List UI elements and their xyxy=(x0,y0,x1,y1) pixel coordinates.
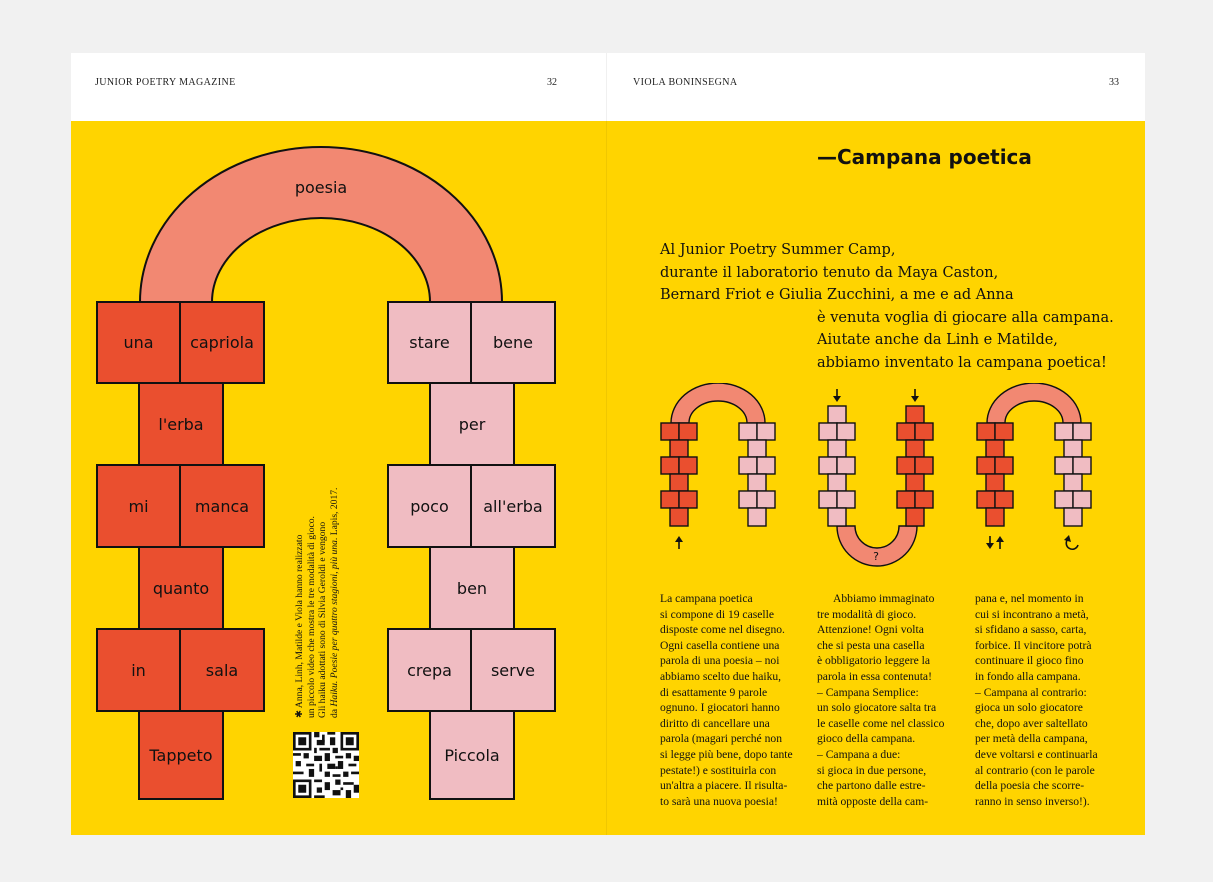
column-line: che si pesta una casella xyxy=(817,638,925,652)
column-line: si gioca in due persone, xyxy=(817,763,927,777)
diagram-two-players xyxy=(819,389,933,566)
header-band xyxy=(607,53,1145,121)
side-note-line2: un piccolo video che mostra le tre modalità di gioco. xyxy=(305,516,317,718)
article-title: —Campana poetica xyxy=(817,145,1032,169)
column-line: un solo giocatore salta tra xyxy=(817,701,937,715)
page-number: 33 xyxy=(1109,77,1119,88)
column-line: in fondo alla campana. xyxy=(975,669,1081,683)
column-line: La campana poetica xyxy=(660,592,753,605)
column-line: parola di una poesia – noi xyxy=(660,654,780,668)
column-line: Attenzione! Ogni volta xyxy=(817,623,924,637)
cell-right-r6: Piccola xyxy=(429,710,515,800)
cell-right-r5a: crepa xyxy=(387,628,472,712)
side-note xyxy=(294,487,340,718)
column-line: che, dopo aver saltellato xyxy=(975,716,1088,730)
cell-left-r3a: mi xyxy=(96,464,181,548)
column-line: diritto di cancellare una xyxy=(660,716,770,730)
column-line: si sfidano a sasso, carta, xyxy=(975,623,1087,637)
column-line: continuare il gioco fino xyxy=(975,654,1084,668)
text-column-3 xyxy=(975,591,1123,809)
column-line: pana e, nel momento in xyxy=(975,592,1084,605)
cell-right-r3a: poco xyxy=(387,464,472,548)
intro-line: abbiamo inventato la campana poetica! xyxy=(817,354,1107,371)
column-line: che partono dalle estre- xyxy=(817,779,926,793)
column-line: deve voltarsi e continuarla xyxy=(975,747,1098,761)
right-page xyxy=(607,53,1145,835)
column-line: le caselle come nel classico xyxy=(817,716,945,730)
cell-left-r2: l'erba xyxy=(138,382,224,466)
cell-left-r1a: una xyxy=(96,301,181,384)
intro-line: Aiutate anche da Linh e Matilde, xyxy=(817,332,1058,348)
column-line: gioca un solo giocatore xyxy=(975,701,1083,715)
column-line: è obbligatorio leggere la xyxy=(817,654,930,668)
column-line: si legge più bene, dopo tante xyxy=(660,747,793,761)
cell-left-r3b: manca xyxy=(179,464,265,548)
left-page xyxy=(71,53,607,835)
column-line: disposte come nel disegno. xyxy=(660,623,785,637)
cell-left-r5a: in xyxy=(96,628,181,712)
running-head: VIOLA BONINSEGNA xyxy=(633,77,738,88)
game-mode-diagrams xyxy=(657,383,1117,583)
column-line: per metà della campana, xyxy=(975,732,1088,746)
arc-word: poesia xyxy=(294,178,348,197)
column-line: pestate!) e sostituirla con xyxy=(660,763,777,777)
column-line: – Campana a due: xyxy=(817,747,901,761)
cell-left-r1b: capriola xyxy=(179,301,265,384)
intro-line: Bernard Friot e Giulia Zucchini, a me e ad Anna xyxy=(660,287,1014,303)
cell-left-r5b: sala xyxy=(179,628,265,712)
cell-left-r6: Tappeto xyxy=(138,710,224,800)
asterisk-icon: ✱ xyxy=(294,709,305,718)
column-line: parola (magari perché non xyxy=(660,732,782,746)
column-line: al contrario (con le parole xyxy=(975,763,1095,777)
column-line: – Campana Semplice: xyxy=(817,685,919,699)
column-line: gioco della campana. xyxy=(817,732,916,746)
column-line: Abbiamo immaginato xyxy=(833,592,935,605)
question-mark: ? xyxy=(873,550,879,563)
column-line: tre modalità di gioco. xyxy=(817,607,917,621)
side-note-line1: ✱ Anna, Linh, Matilde e Viola hanno realizzato xyxy=(294,534,305,718)
column-line: to sarà una nuova poesia! xyxy=(660,794,778,808)
cell-right-r1b: bene xyxy=(470,301,556,384)
column-line: si compone di 19 caselle xyxy=(660,607,774,621)
intro-line: è venuta voglia di giocare alla campana. xyxy=(817,309,1114,326)
cell-right-r2: per xyxy=(429,382,515,466)
column-line: Ogni casella contiene una xyxy=(660,638,780,652)
intro-paragraph xyxy=(660,239,1130,374)
side-note-line3: Gli haiku adottati sono di Silvia Geroldi e vengono xyxy=(317,521,328,718)
cell-right-r3b: all'erba xyxy=(470,464,556,548)
side-note-line4: da Haiku. Poesie per quattro stagioni, più una. Lapis, 2017. xyxy=(328,487,340,718)
column-line: ranno in senso inverso!). xyxy=(975,794,1090,808)
column-line: un'altra a piacere. Il risulta- xyxy=(660,779,788,793)
diagram-simple xyxy=(661,383,775,549)
column-line: – Campana al contrario: xyxy=(975,685,1087,699)
running-head: JUNIOR POETRY MAGAZINE xyxy=(95,77,236,88)
page-number: 32 xyxy=(547,77,557,88)
cell-left-r4: quanto xyxy=(138,546,224,630)
text-column-2 xyxy=(817,591,965,809)
column-line: di esattamente 9 parole xyxy=(660,685,768,699)
column-line: abbiamo scelto due haiku, xyxy=(660,669,782,683)
column-line: ognuno. I giocatori hanno xyxy=(660,701,780,715)
column-line: cui si incontrano a metà, xyxy=(975,607,1089,621)
column-line: mità opposte della cam- xyxy=(817,794,929,808)
column-line: forbice. Il vincitore potrà xyxy=(975,638,1092,652)
column-line: parola in essa contenuta! xyxy=(817,669,932,683)
text-column-1 xyxy=(660,591,808,809)
cell-right-r1a: stare xyxy=(387,301,472,384)
diagram-reverse xyxy=(977,383,1091,549)
qr-code-icon[interactable] xyxy=(293,732,359,798)
cell-right-r5b: serve xyxy=(470,628,556,712)
column-line: della poesia che scorre- xyxy=(975,779,1085,793)
cell-right-r4: ben xyxy=(429,546,515,630)
intro-line: durante il laboratorio tenuto da Maya Caston, xyxy=(660,264,999,281)
intro-line: Al Junior Poetry Summer Camp, xyxy=(660,242,896,258)
